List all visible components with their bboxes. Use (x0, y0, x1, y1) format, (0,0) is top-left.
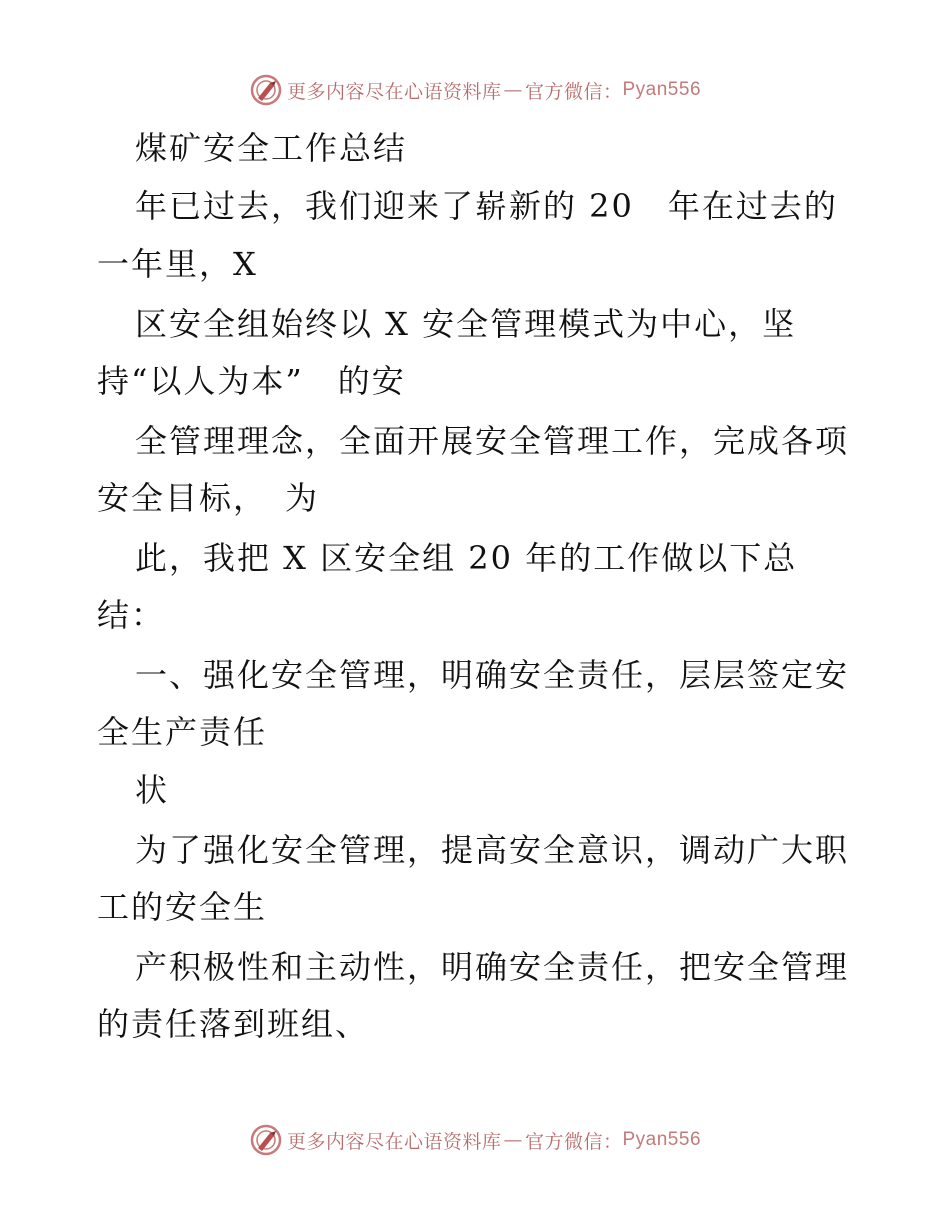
watermark-text: 更多内容尽在心语资料库 (286, 80, 502, 103)
document-line: 一年里，X (97, 245, 258, 283)
document-line: 全管理理念，全面开展安全管理工作，完成各项 (135, 422, 850, 460)
section-heading-cont: 全生产责任 (97, 713, 268, 751)
section-heading-cont: 状 (135, 771, 170, 809)
watermark-wechat-id: Pyan556 (622, 79, 702, 100)
watermark-dash: — (503, 1129, 523, 1151)
document-line: 此，我把 X 区安全组 20 年的工作做以下总 (135, 539, 798, 577)
pen-nib-logo-icon (249, 73, 283, 107)
footer-watermark (0, 1120, 950, 1160)
document-line: 安全目标， 为 (97, 479, 320, 517)
document-line: 工的安全生 (97, 888, 268, 926)
document-line: 为了强化安全管理，提高安全意识，调动广大职 (135, 831, 850, 869)
watermark-wechat-label: 官方微信： (524, 1130, 623, 1153)
document-line: 产积极性和主动性，明确安全责任，把安全管理 (135, 948, 850, 986)
document-line: 年已过去，我们迎来了崭新的 20 年在过去的 (135, 187, 838, 225)
header-watermark (0, 70, 950, 110)
document-title: 煤矿安全工作总结 (135, 129, 408, 167)
watermark-dash: — (503, 79, 523, 101)
section-heading: 一、强化安全管理，明确安全责任，层层签定安 (135, 656, 850, 694)
watermark-wechat-id: Pyan556 (622, 1129, 702, 1150)
document-line: 的责任落到班组、 (97, 1005, 370, 1043)
document-line: 结： (97, 596, 166, 634)
watermark-wechat-label: 官方微信： (524, 80, 623, 103)
document-line: 持“以人为本” 的安 (97, 362, 406, 400)
pen-nib-logo-icon (249, 1123, 283, 1157)
watermark-text: 更多内容尽在心语资料库 (286, 1130, 502, 1153)
document-line: 区安全组始终以 X 安全管理模式为中心，坚 (135, 305, 797, 343)
